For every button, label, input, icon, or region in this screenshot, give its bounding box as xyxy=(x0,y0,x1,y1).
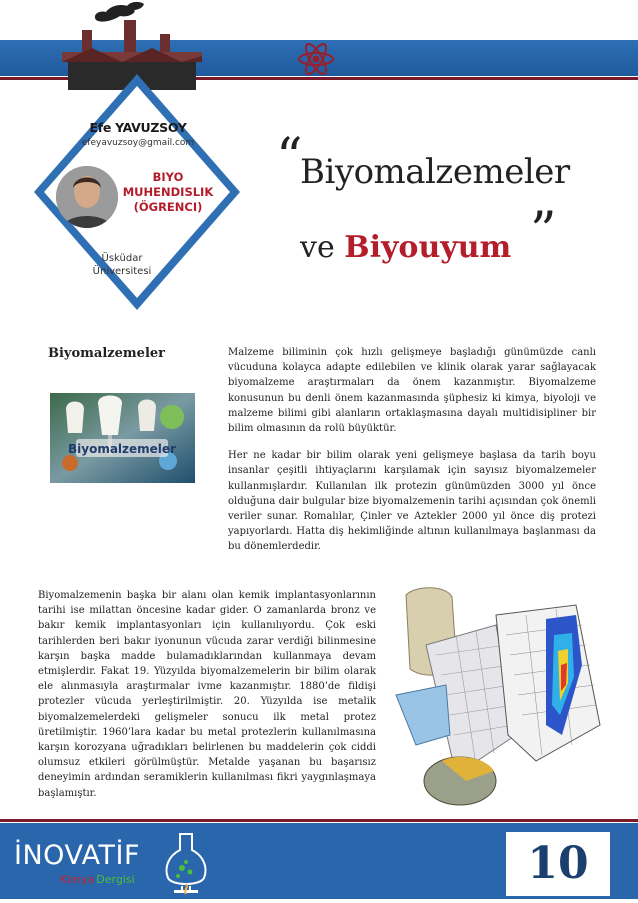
magazine-logo-subtitle xyxy=(60,873,135,886)
title-open-quote: “ xyxy=(276,128,303,188)
title-close-quote: ” xyxy=(530,202,557,262)
department-line: BIYO xyxy=(152,170,184,184)
biomaterials-image xyxy=(50,393,195,483)
article-paragraph: Biyomalzemenin başka bir alanı olan kemik implantasyonlarının tarihi ise milattan öncesine kadar gider. O zamanlarda bronz ve bakır kemik implantasyonları için kullanılıyordu. Çok eski tarihlerden beri bakır iyonunun vücuda zarar verdiği bilinmesine karşın başka madde bulamadıklarından kullanmaya devam etmişlerdir. Fakat 19. Yüzyılda biyomalzemelerin bir bilim olarak ele alınmasıyla araştırmalar ivme kazanmıştır. 1880’de fildişi protezler vücuda yerleştirilmiştir. 20. Yüzyılda ise metalik biyomalzemelerdeki gelişmeler sonucu ilk metal protez üretilmiştir. 1960’lara kadar bu metal protezlerin kullanılmasına karşın korozyana uğradıkları belirlenen bu maddelerin çok ciddi olumsuz etkileri görülmüştür. Metalde yaşanan bu başarısız deneyimin ardından seramiklerin kullanılması fikri yaygınlaşmaya başlamıştır. xyxy=(38,590,376,799)
university-line: Üniversitesi xyxy=(92,266,152,277)
university-line: Üsküdar xyxy=(101,253,143,264)
page-title-line1: Biyomalzemeler xyxy=(300,152,570,192)
author-department xyxy=(118,170,218,215)
biomaterials-image-caption: Biyomalzemeler xyxy=(68,442,176,456)
article-left-column xyxy=(38,588,376,801)
page-number: 10 xyxy=(527,838,589,889)
logo-sub-dergisi: Dergisi xyxy=(96,873,135,886)
department-line: MUHENDISLIK xyxy=(122,185,214,199)
article-right-column xyxy=(228,345,596,567)
magazine-logo: İNOVATİF xyxy=(14,840,141,871)
author-photo xyxy=(56,166,118,228)
author-name: Efe YAVUZSOY xyxy=(89,120,187,135)
author-info xyxy=(58,120,218,148)
flask-icon xyxy=(160,828,212,898)
section-heading: Biyomalzemeler xyxy=(48,346,166,361)
title-prefix: ve xyxy=(300,230,335,265)
author-university xyxy=(82,252,162,278)
page-title-line2 xyxy=(300,230,511,265)
atom-icon xyxy=(296,42,336,76)
author-email: efeyavuzsoy@gmail.com xyxy=(81,138,195,148)
knee-implant-image xyxy=(386,585,610,813)
department-line: (ÖGRENCI) xyxy=(133,200,203,214)
article-paragraph: Her ne kadar bir bilim olarak yeni gelişmeye başlasa da tarih boyu insanlar çeşitli ihtiyaçlarını karşılamak için sayısız biyomalzemeler kullanmışlardır. Kullanılan ilk protezin günümüzden 3000 yıl önce olduğuna dair bulgular bize biyomalzemenin tarihi açısından çok önemli veriler sunar. Romalılar, Çinler ve Aztekler 2000 yıl önce diş protezi yapıyorlardı. Hatta diş hekimliğinde altının kullanılmaya başlanması da bu dönemlerdedir. xyxy=(228,450,596,553)
title-highlight: Biyouyum xyxy=(344,230,512,265)
article-paragraph: Malzeme biliminin çok hızlı gelişmeye başladığı günümüzde canlı vücuduna kolayca adapte edilebilen ve klinik olarak yarar sağlayacak biyomalzeme araştırmaları da önem kazanmıştır. Biyomalzeme konusunun bu denli önem kazanmasında şüphesiz ki kimya, biyoloji ve malzeme bilimi gibi alanların ortaklaşmasına dayalı multidisipliner bir bilim olmasının da rolü büyüktür. xyxy=(228,347,596,435)
logo-sub-kimya: Kimya xyxy=(60,873,95,886)
